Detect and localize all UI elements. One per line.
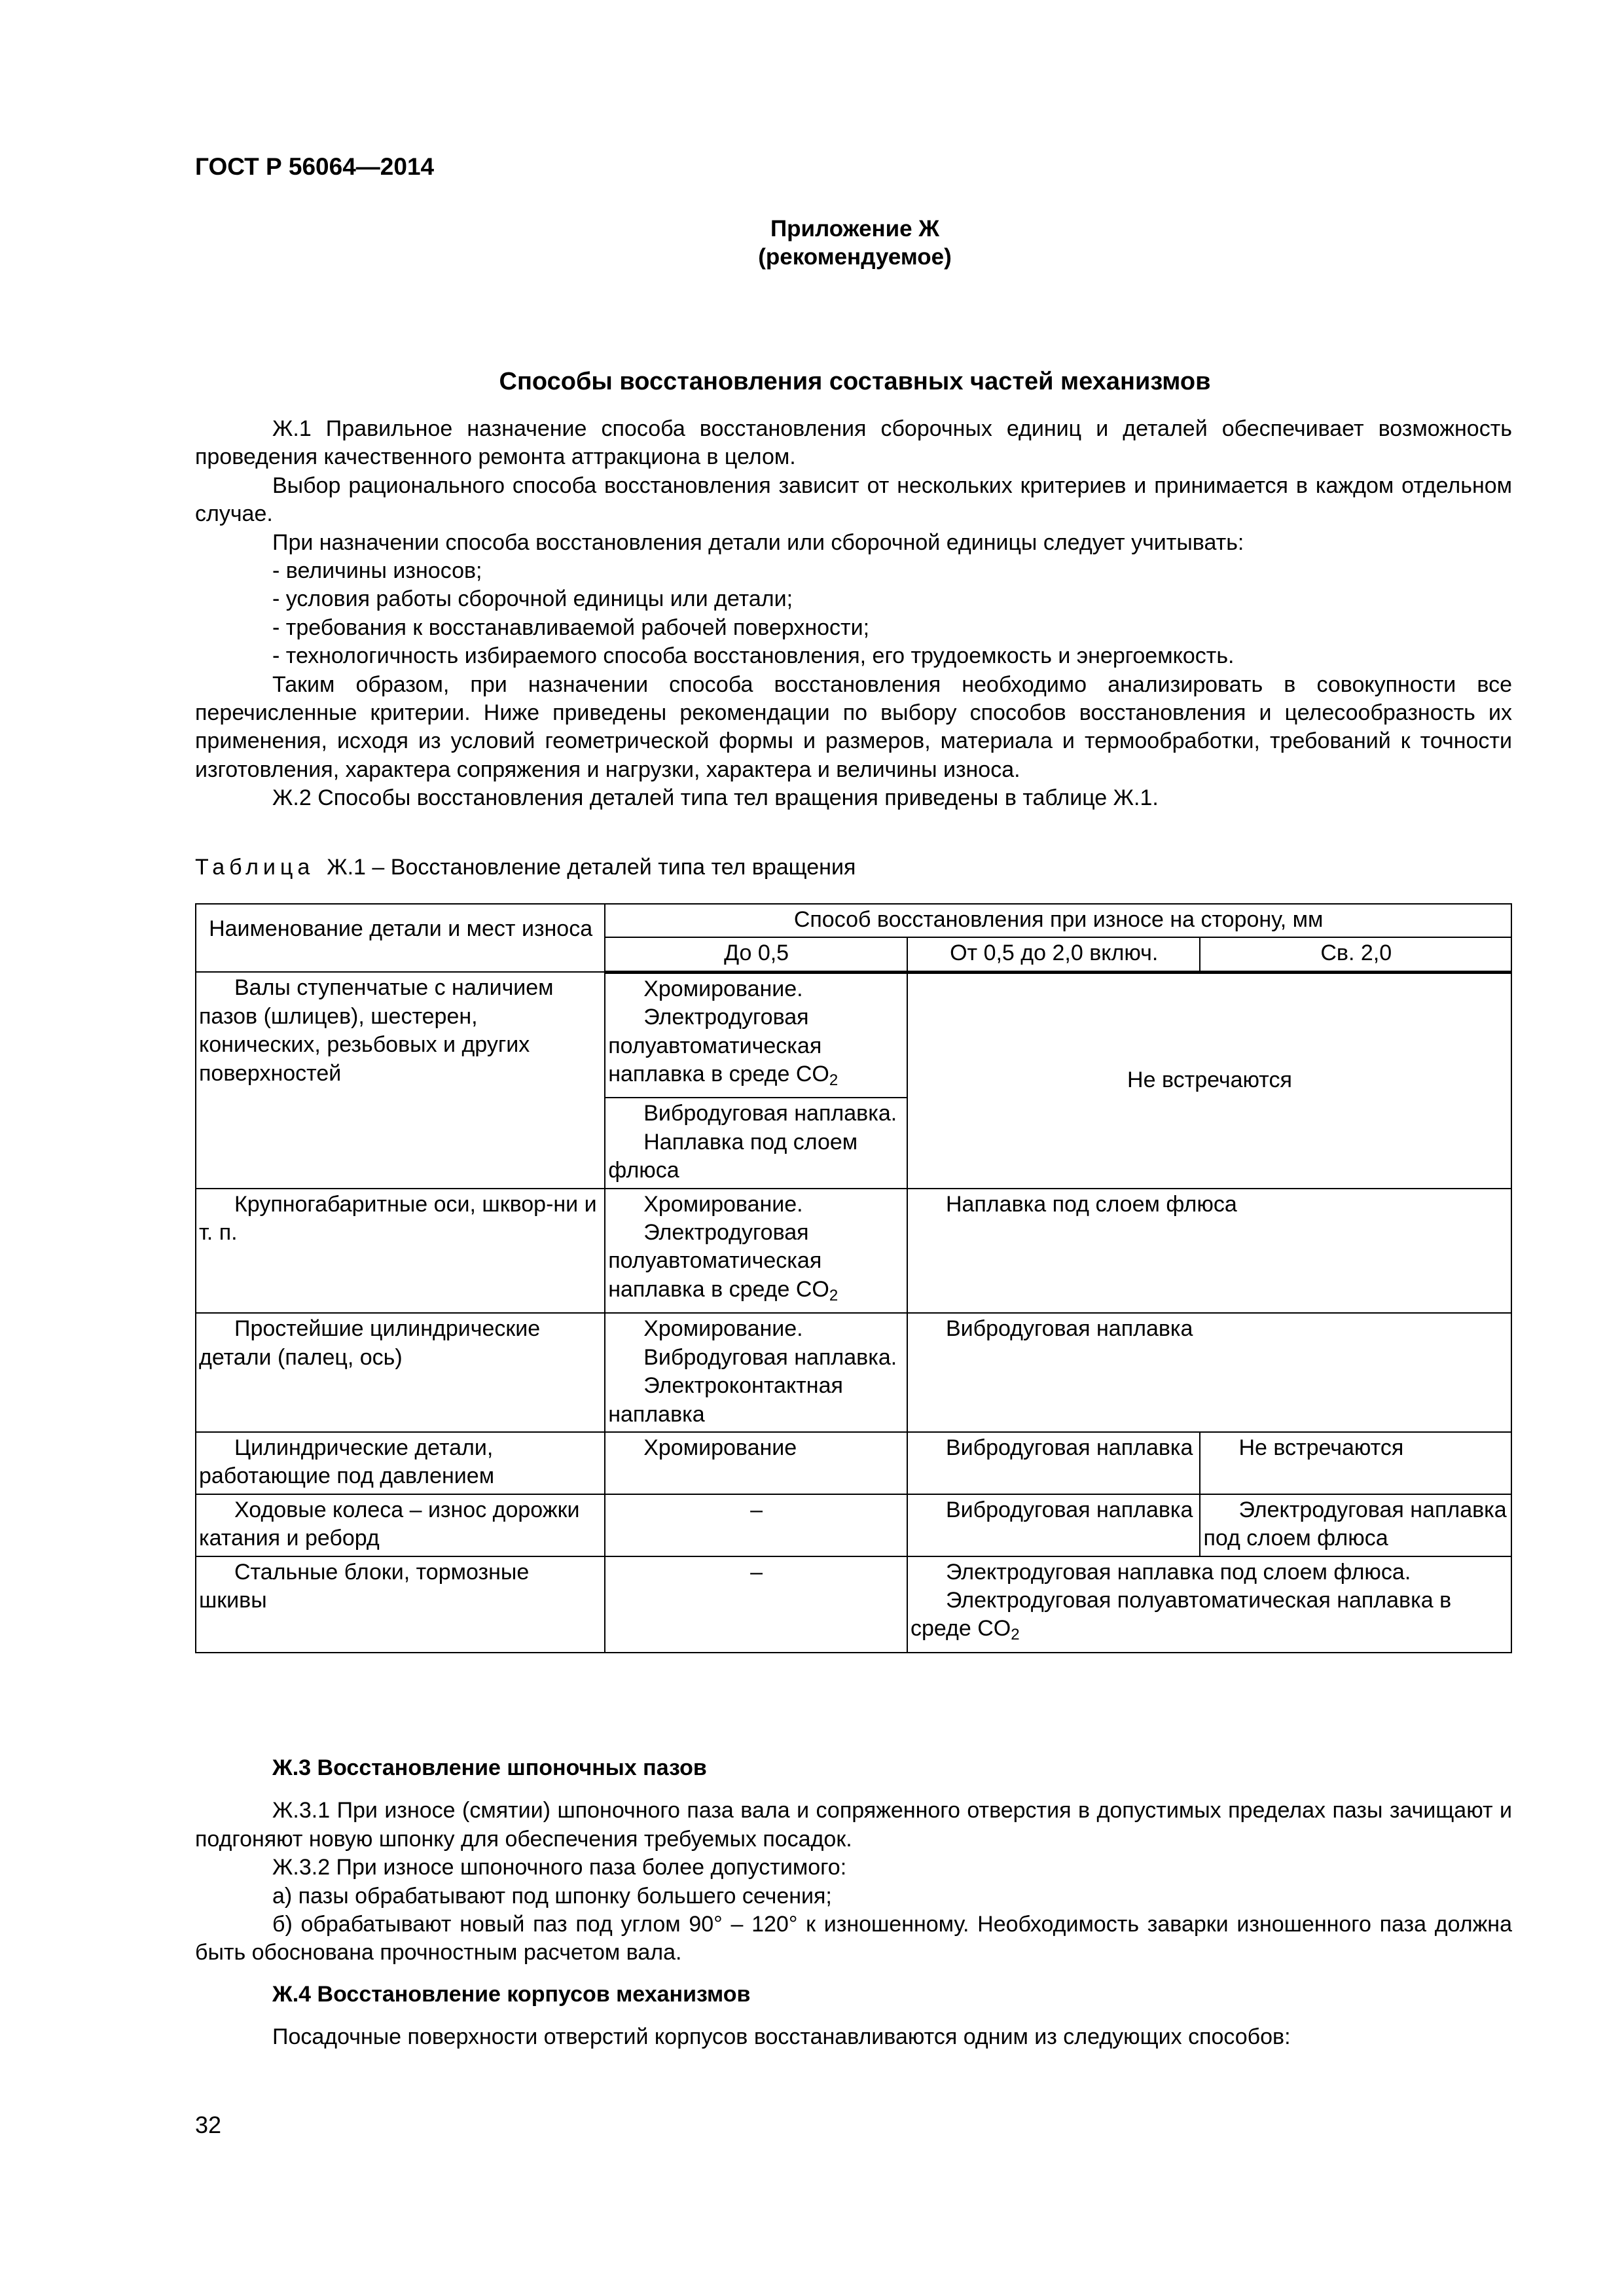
- method-cell: Электродуговая наплавка под слоем флюса. Электродуговая полуавтоматическая наплавка в среде $CO_2$: [907, 1556, 1511, 1653]
- intro-section: [195, 415, 1512, 813]
- part-name-cell: Ходовые колеса – износ дорожки катания и реборд: [196, 1494, 605, 1556]
- part-name-cell: Цилиндрические детали, работающие под давлением: [196, 1432, 605, 1494]
- method-cell: –: [605, 1556, 907, 1653]
- list-item: - требования к восстанавливаемой рабочей поверхности;: [272, 615, 870, 640]
- method-cell: Наплавка под слоем флюса: [907, 1189, 1511, 1314]
- table-row: [196, 972, 1511, 1098]
- list-item: - технологичность избираемого способа восстановления, его трудоемкость и энергоемкость.: [272, 643, 1235, 669]
- table-header-row: [196, 904, 1511, 937]
- restoration-table: [195, 903, 1512, 1653]
- method-cell: Электродуговая наплавка под слоем флюса: [1200, 1494, 1511, 1556]
- header-part-name: Наименование детали и мест износа: [196, 904, 605, 972]
- annex-heading: [0, 215, 1624, 271]
- part-name-cell: Валы ступенчатые с наличием пазов (шлицев), шестерен, конических, резьбовых и других поверхностей: [196, 972, 605, 1188]
- paragraph: Ж.2 Способы восстановления деталей типа тел вращения приведены в таблице Ж.1.: [272, 785, 1159, 811]
- table-row: [196, 1189, 1511, 1314]
- document-title: Способы восстановления составных частей механизмов: [499, 368, 1211, 395]
- section-heading: Ж.4 Восстановление корпусов механизмов: [272, 1981, 751, 2007]
- paragraph: Посадочные поверхности отверстий корпусов восстанавливаются одним из следующих способов:: [272, 2024, 1291, 2050]
- header-wear-up-to-0-5: До 0,5: [605, 937, 907, 972]
- section-heading: Ж.3 Восстановление шпоночных пазов: [272, 1755, 707, 1780]
- method-cell: Не встречаются: [1200, 1432, 1511, 1494]
- method-cell: Вибродуговая наплавка: [907, 1494, 1200, 1556]
- annex-status: (рекомендуемое): [758, 244, 952, 270]
- method-cell: Хромирование. Электродуговая полуавтоматическая наплавка в среде $CO_2$: [605, 1189, 907, 1314]
- method-cell: Хромирование: [605, 1432, 907, 1494]
- method-cell: Хромирование. Вибродуговая наплавка. Электроконтактная наплавка: [605, 1313, 907, 1432]
- page-number: 32: [195, 2111, 222, 2138]
- paragraph: Ж.1 Правильное назначение способа восстановления сборочных единиц и деталей обеспечивает возможность проведения качественного ремонта аттракциона в целом.: [195, 416, 1512, 470]
- list-item: - величины износов;: [272, 558, 482, 584]
- table-row: [196, 1556, 1511, 1653]
- list-item: - условия работы сборочной единицы или детали;: [272, 586, 793, 612]
- table-row: [196, 1313, 1511, 1432]
- list-item: а) пазы обрабатывают под шпонку большего сечения;: [272, 1883, 832, 1909]
- annex-title: Приложение Ж: [770, 216, 940, 242]
- paragraph: Ж.3.1 При износе (смятии) шпоночного паза вала и сопряженного отверстия в допустимых пределах пазы зачищают и подгоняют новую шпонку для обеспечения требуемых посадок.: [195, 1798, 1512, 1852]
- method-cell: –: [605, 1494, 907, 1556]
- part-name-cell: Простейшие цилиндрические детали (палец, ось): [196, 1313, 605, 1432]
- table-caption-word: Таблица: [195, 855, 315, 880]
- table-caption-text: Ж.1 – Восстановление деталей типа тел вращения: [327, 855, 856, 880]
- paragraph: Ж.3.2 При износе шпоночного паза более допустимого:: [272, 1855, 847, 1880]
- method-cell: Хромирование. Электродуговая полуавтоматическая наплавка в среде $CO_2$: [605, 972, 907, 1098]
- method-cell: Вибродуговая наплавка: [907, 1432, 1200, 1494]
- paragraph: При назначении способа восстановления детали или сборочной единицы следует учитывать:: [272, 529, 1244, 555]
- method-cell: Вибродуговая наплавка. Наплавка под слоем флюса: [605, 1098, 907, 1188]
- header-wear-over-2-0: Св. 2,0: [1200, 937, 1511, 972]
- not-encountered-cell: Не встречаются: [907, 972, 1511, 1188]
- table-caption: [195, 855, 856, 880]
- header-method-group: Способ восстановления при износе на сторону, мм: [605, 904, 1511, 937]
- table-row: [196, 1432, 1511, 1494]
- section-keyways: [195, 1754, 1512, 2052]
- paragraph: Таким образом, при назначении способа восстановления необходимо анализировать в совокупности все перечисленные критерии. Ниже приведены рекомендации по выбору способов восстановления и целесообразность их применения, исходя из условий геометрической формы и размеров, материала и термообработки, требований к точности изготовления, характера сопряжения и нагрузки, характера и величины износа.: [195, 672, 1512, 782]
- paragraph: Выбор рационального способа восстановления зависит от нескольких критериев и принимается в каждом отдельном случае.: [195, 473, 1512, 527]
- table-row: [196, 1494, 1511, 1556]
- list-item: б) обрабатывают новый паз под углом 90° – 120° к изношенному. Необходимость заварки изношенного паза должна быть обоснована прочностным расчетом вала.: [195, 1912, 1512, 1965]
- method-cell: Вибродуговая наплавка: [907, 1313, 1511, 1432]
- part-name-cell: Стальные блоки, тормозные шкивы: [196, 1556, 605, 1653]
- document-code: ГОСТ Р 56064—2014: [195, 153, 435, 180]
- part-name-cell: Крупногабаритные оси, шквор-ни и т. п.: [196, 1189, 605, 1314]
- header-wear-0-5-to-2-0: От 0,5 до 2,0 включ.: [907, 937, 1200, 972]
